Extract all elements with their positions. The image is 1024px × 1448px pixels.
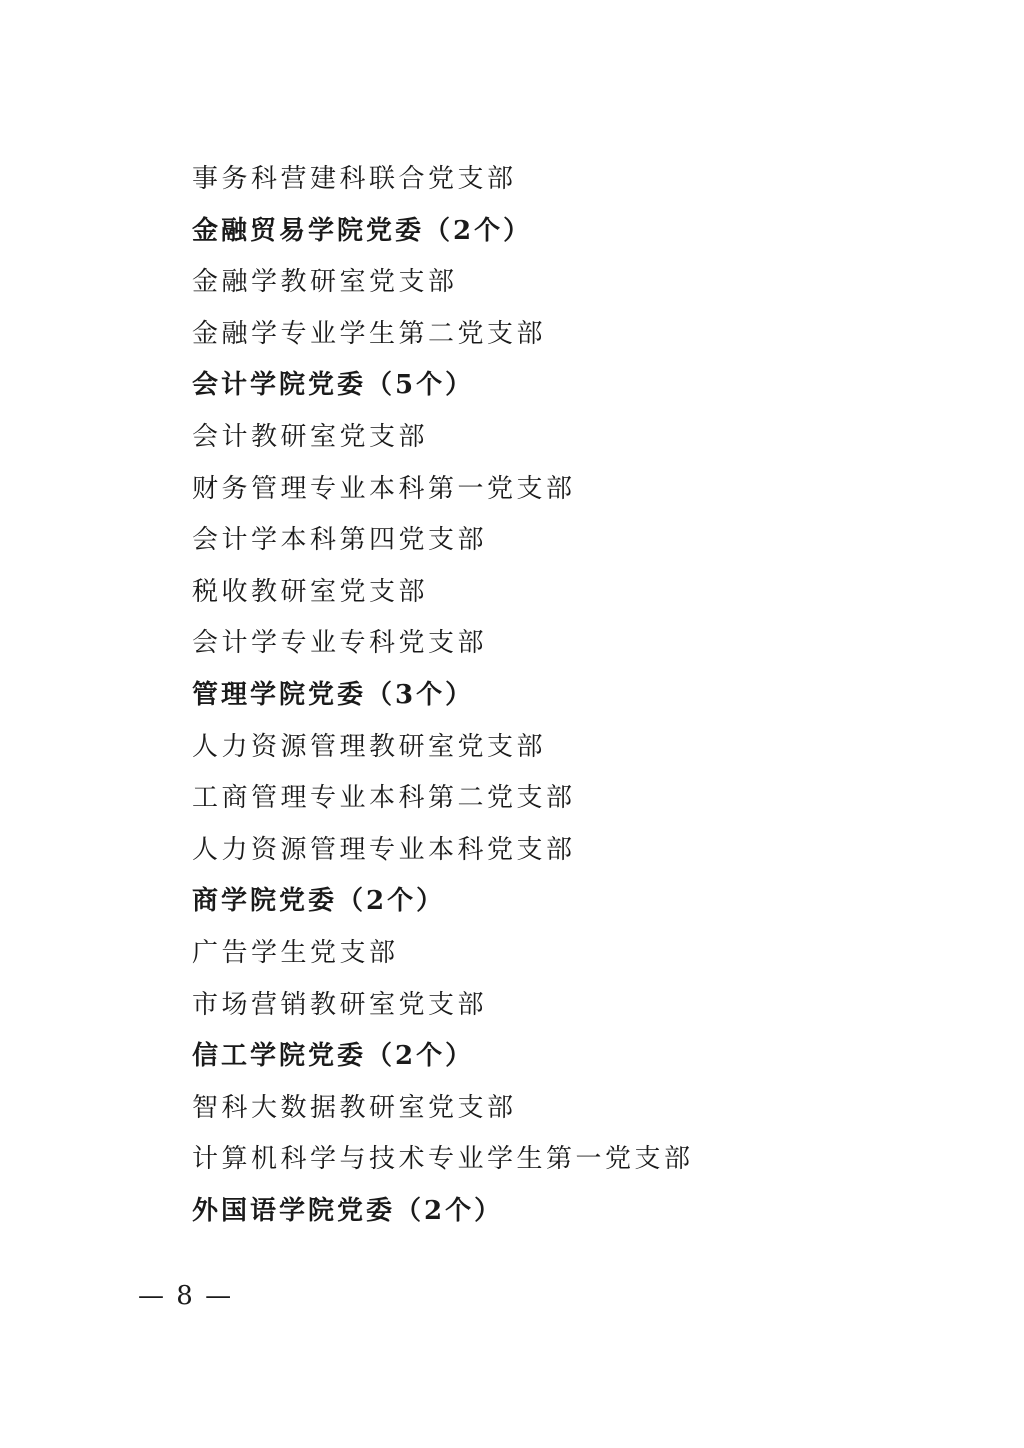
list-item: 金融学专业学生第二党支部 (192, 318, 547, 349)
list-item: 计算机科学与技术专业学生第一党支部 (192, 1144, 694, 1175)
list-item: 工商管理专业本科第二党支部 (192, 783, 576, 814)
list-item: 财务管理专业本科第一党支部 (192, 473, 576, 504)
list-item: 广告学生党支部 (192, 937, 399, 968)
committee-heading: 会计学院党委（5个） (192, 370, 475, 401)
list-item: 税收教研室党支部 (192, 576, 429, 607)
committee-heading: 金融贸易学院党委（2个） (192, 215, 533, 246)
list-item: 市场营销教研室党支部 (192, 989, 488, 1020)
list-item: 人力资源管理教研室党支部 (192, 731, 547, 762)
committee-heading: 外国语学院党委（2个） (192, 1195, 504, 1226)
list-item: 会计学专业专科党支部 (192, 628, 488, 659)
list-item: 事务科营建科联合党支部 (192, 164, 517, 194)
committee-heading: 管理学院党委（3个） (192, 679, 475, 710)
list-item: 会计教研室党支部 (192, 421, 429, 452)
list-item: 金融学教研室党支部 (192, 267, 458, 298)
list-item: 人力资源管理专业本科党支部 (192, 834, 576, 865)
branch-list (192, 156, 972, 1239)
page-number: — 8 — (138, 1281, 234, 1311)
committee-heading: 商学院党委（2个） (192, 886, 446, 917)
committee-heading: 信工学院党委（2个） (192, 1041, 475, 1072)
list-item: 智科大数据教研室党支部 (192, 1092, 517, 1123)
list-item: 会计学本科第四党支部 (192, 525, 488, 556)
